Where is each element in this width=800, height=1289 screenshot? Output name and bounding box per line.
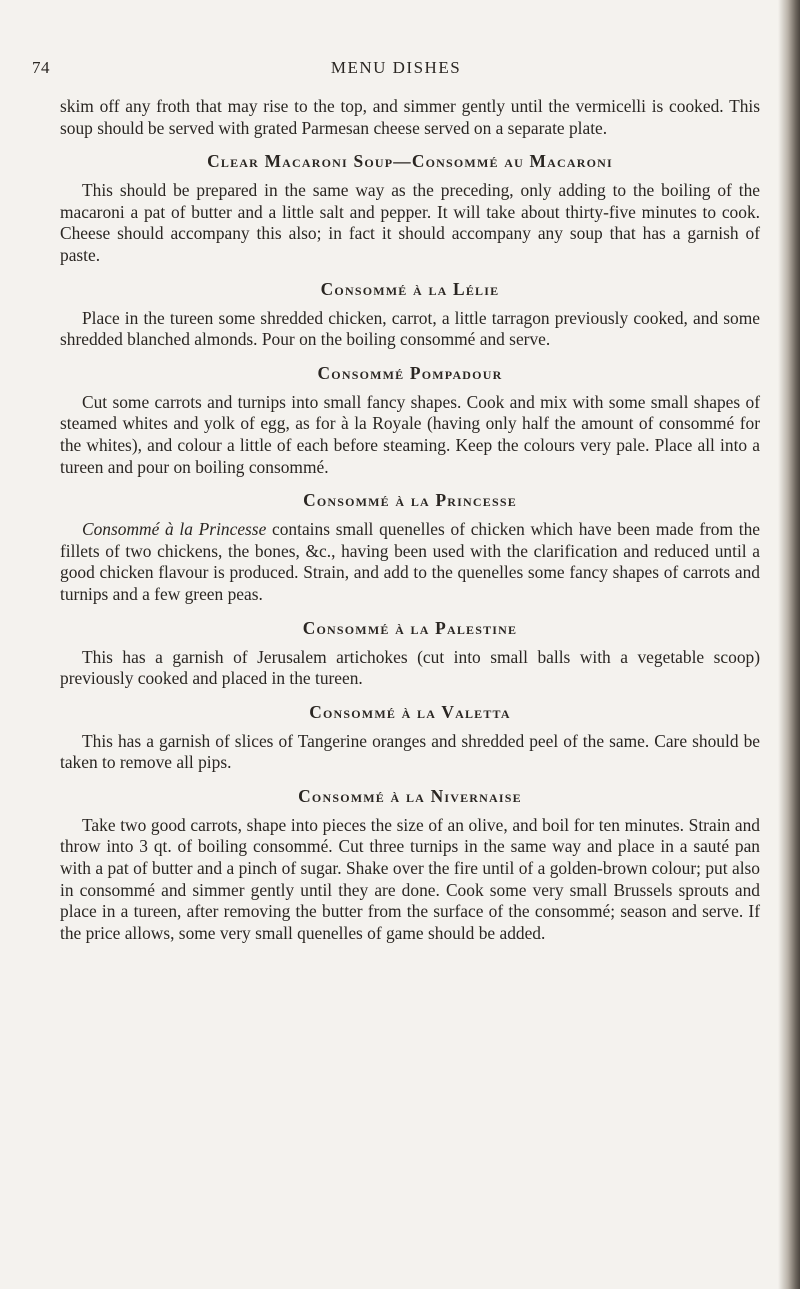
- section-body-consomme-lelie: Place in the tureen some shredded chicken, carrot, a little tarragon previously cooked, and some shredded blanched almonds. Pour on the boiling consommé and serve.: [60, 307, 760, 350]
- section-heading-consomme-princesse: Consommé à la Princesse: [303, 490, 517, 511]
- section-body-consomme-princesse: [60, 519, 760, 605]
- page-edge-shadow: [778, 0, 800, 1289]
- section-body-text: contains small quenelles of chicken which have been made from the fillets of two chickens, the bones, &c., having been used with the clarification and reduced until a good chicken flavour is produced. Strain, and add to the quenelles some fancy shapes of carrots and turnips and a few green peas.: [60, 519, 760, 604]
- section-body-clear-macaroni-soup: This should be prepared in the same way as the preceding, only adding to the boiling of the macaroni a pat of butter and a little salt and pepper. It will take about thirty-five minutes to cook. Cheese should accompany this also; in fact it should accompany any soup that has a garnish of paste.: [60, 180, 760, 265]
- continuation-paragraph: skim off any froth that may rise to the top, and simmer gently until the vermicelli is cooked. This soup should be served with grated Parmesan cheese served on a separate plate.: [60, 96, 760, 138]
- section-heading-consomme-lelie: Consommé à la Lélie: [320, 278, 500, 299]
- section-heading-clear-macaroni-soup: Clear Macaroni Soup—Consommé au Macaroni: [207, 151, 613, 172]
- section-body-consomme-valetta: This has a garnish of slices of Tangerine oranges and shredded peel of the same. Care should be taken to remove all pips.: [60, 730, 760, 773]
- section-heading-consomme-valetta: Consommé à la Valetta: [309, 701, 511, 722]
- page-content: [60, 96, 760, 944]
- section-heading-consomme-pompadour: Consommé Pompadour: [317, 362, 503, 383]
- section-body-consomme-palestine: This has a garnish of Jerusalem artichokes (cut into small balls with a vegetable scoop) previously cooked and placed in the tureen.: [60, 646, 760, 689]
- section-body-consomme-nivernaise: Take two good carrots, shape into pieces the size of an olive, and boil for ten minutes. Strain and throw into 3 qt. of boiling consommé. Cut three turnips in the same way and place in a sauté pan with a pat of butter and a pinch of sugar. Shake over the fire until of a golden-brown colour; put also in consommé and simmer gently until they are done. Cook some very small Brussels sprouts and place in a tureen, after removing the butter from the surface of the consommé; season and serve. If the price allows, some very small quenelles of game should be added.: [60, 814, 760, 943]
- section-heading-consomme-palestine: Consommé à la Palestine: [302, 617, 518, 638]
- italic-dish-name: Consommé à la Princesse: [82, 519, 267, 540]
- running-title: MENU DISHES: [330, 58, 462, 77]
- page-number: 74: [32, 58, 50, 77]
- section-heading-consomme-nivernaise: Consommé à la Nivernaise: [298, 785, 522, 806]
- section-body-consomme-pompadour: Cut some carrots and turnips into small fancy shapes. Cook and mix with some small shapes of steamed whites and yolk of egg, as for à la Royale (having only half the amount of consommé for the whites), and colour a little of each before steaming. Keep the colours very pale. Place all into a tureen and pour on boiling consommé.: [60, 391, 760, 477]
- page-header: [32, 58, 760, 84]
